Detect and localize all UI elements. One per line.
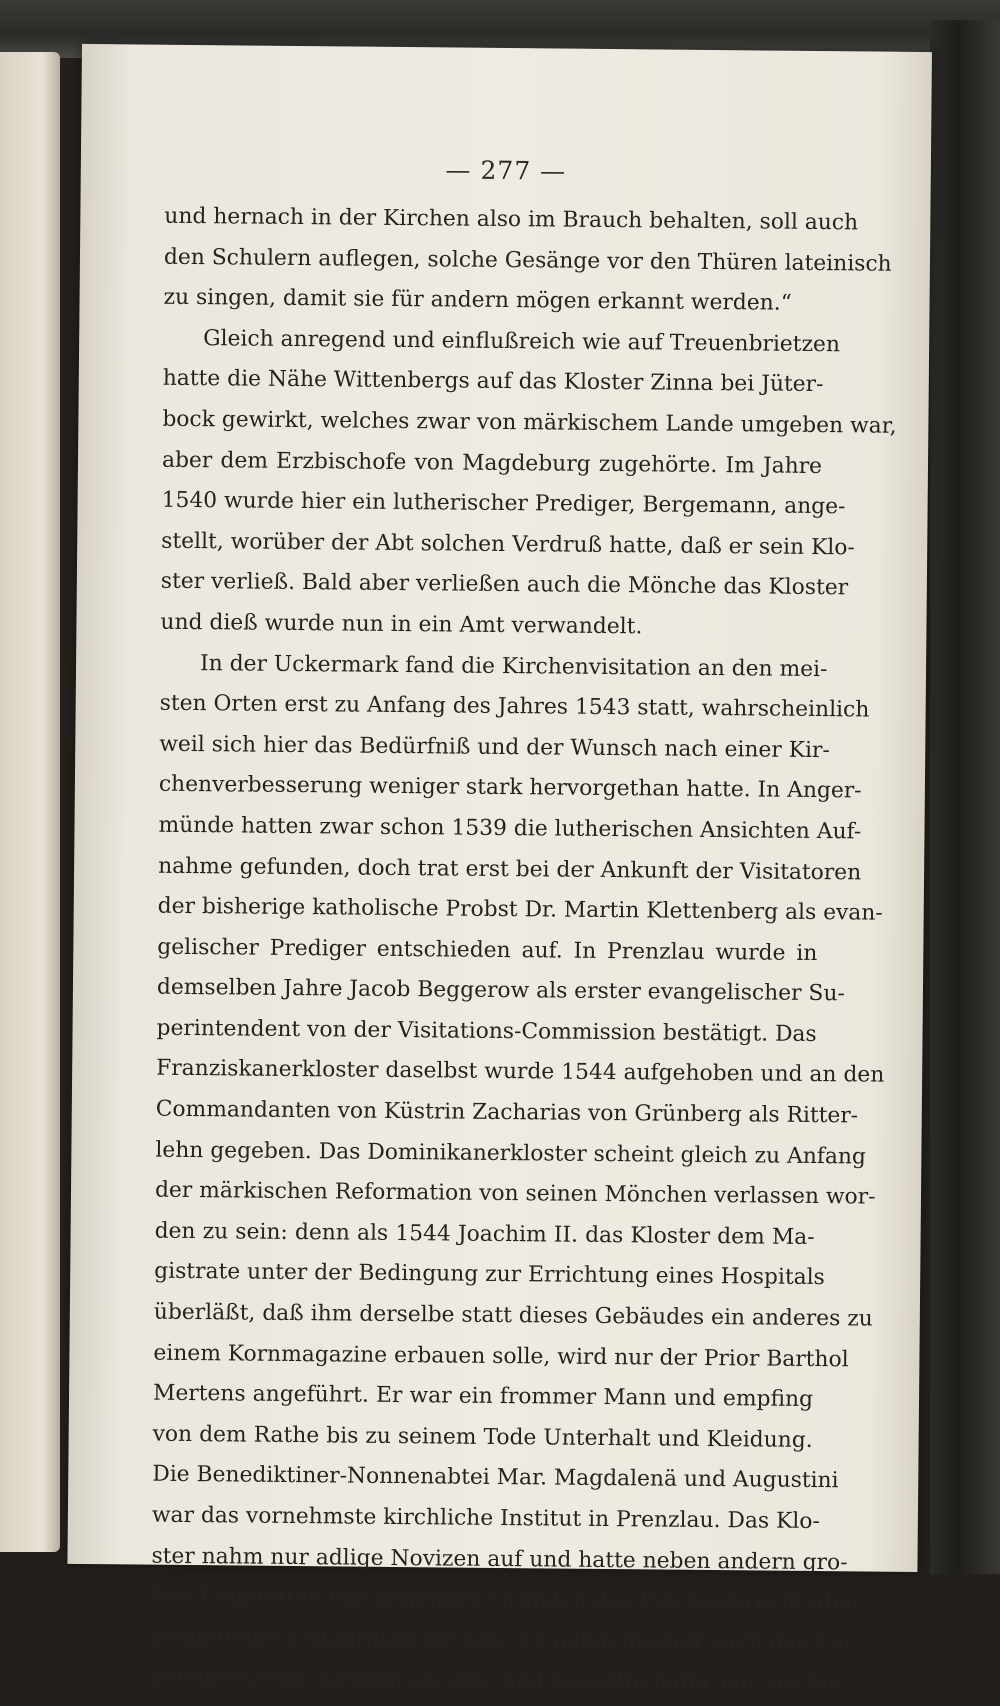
book-page [67, 44, 932, 1697]
text-line: nahme gefunden, doch trat erst bei der Ankunft der Visitatoren [158, 853, 862, 885]
text-line: Gleich anregend und einflußreich wie auf Treuenbrietzen [203, 325, 841, 357]
text-line: überläßt, daß ihm derselbe statt dieses Gebäudes ein anderes zu [153, 1299, 873, 1332]
text-line: sten Orten erst zu Anfang des Jahres 1543 statt, wahrscheinlich [159, 690, 870, 723]
text-line: perintendent von der Visitations-Commission bestätigt. Das [156, 1015, 817, 1047]
text-line: lehn gegeben. Das Dominikanerkloster scheint gleich zu Anfang [155, 1137, 866, 1170]
text-line: demselben Jahre Jacob Beggerow als erster evangelischer Su- [156, 974, 845, 1007]
text-line: münde hatten zwar schon 1539 die lutherischen Ansichten Auf- [158, 812, 862, 845]
page-number: — 277 — [445, 155, 567, 186]
text-line: sämmtliche 4 Stadtpfarrkirchen. Es nahm hiermit auch das Ein- [150, 1624, 859, 1657]
text-line: kommen jener Kirchen an sich, und bestellte dafür nur zur Ver- [150, 1665, 853, 1697]
text-line: weil sich hier das Bedürfniß und der Wunsch nach einer Kir- [159, 731, 830, 763]
text-line: hatte die Nähe Wittenbergs auf das Kloster Zinna bei Jüter- [162, 366, 824, 398]
text-line: war das vornehmste kirchliche Institut in Prenzlau. Das Klo- [151, 1502, 820, 1535]
text-line: der bisherige katholische Probst Dr. Martin Klettenberg als evan- [157, 893, 883, 926]
facing-page-edge [0, 52, 60, 1552]
text-line: Commandanten von Küstrin Zacharias von Grünberg als Ritter- [155, 1096, 859, 1129]
text-line: den Schulern auflegen, solche Gesänge vor den Thüren lateinisch [163, 244, 892, 277]
text-line: ster nahm nur adlige Novizen auf und hatte neben andern gro- [151, 1543, 848, 1575]
text-line: aber dem Erzbischofe von Magdeburg zugehörte. Im Jahre [161, 447, 823, 479]
text-line: stellt, worüber der Abt solchen Verdruß hatte, daß er sein Klo- [161, 528, 855, 561]
text-line: von dem Rathe bis zu seinem Tode Unterhalt und Kleidung. [152, 1421, 813, 1453]
text-line: In der Uckermark fand die Kirchenvisitation an den mei- [199, 650, 828, 682]
text-line: gelischer Prediger entschieden auf. In Prenzlau wurde in [157, 934, 818, 966]
text-line: ßen Einkünften von liegenden Gründen das Patronatsrecht über [151, 1583, 862, 1616]
text-line: einem Kornmagazine erbauen solle, wird nur der Prior Barthol [153, 1340, 849, 1372]
text-line: gistrate unter der Bedingung zur Errichtung eines Hospitals [154, 1259, 825, 1291]
text-line: und hernach in der Kirchen also im Brauch behalten, soll auch [164, 203, 859, 236]
text-line: Mertens angeführt. Er war ein frommer Mann und empfing [152, 1380, 814, 1413]
text-line: der märkischen Reformation von seinen Mönchen verlassen wor- [154, 1177, 876, 1210]
text-line: 1540 wurde hier ein lutherischer Prediger, Bergemann, ange- [161, 487, 846, 520]
text-line: Franziskanerkloster daselbst wurde 1544 aufgehoben und an den [156, 1056, 885, 1089]
text-line: bock gewirkt, welches zwar von märkischem Lande umgeben war, [162, 406, 897, 439]
text-line: Die Benediktiner-Nonnenabtei Mar. Magdalenä und Augustini [152, 1462, 839, 1494]
text-line: chenverbesserung weniger stark hervorgethan hatte. In Anger- [158, 772, 862, 804]
text-line: zu singen, damit sie für andern mögen erkannt werden.“ [163, 284, 792, 316]
body-text [150, 197, 897, 1705]
text-line: und dieß wurde nun in ein Amt verwandelt. [160, 609, 643, 640]
book-cover-edge [930, 20, 1000, 1574]
text-line: den zu sein: denn als 1544 Joachim II. das Kloster dem Ma- [154, 1218, 815, 1250]
text-line: ster verließ. Bald aber verließen auch die Mönche das Kloster [160, 569, 849, 601]
